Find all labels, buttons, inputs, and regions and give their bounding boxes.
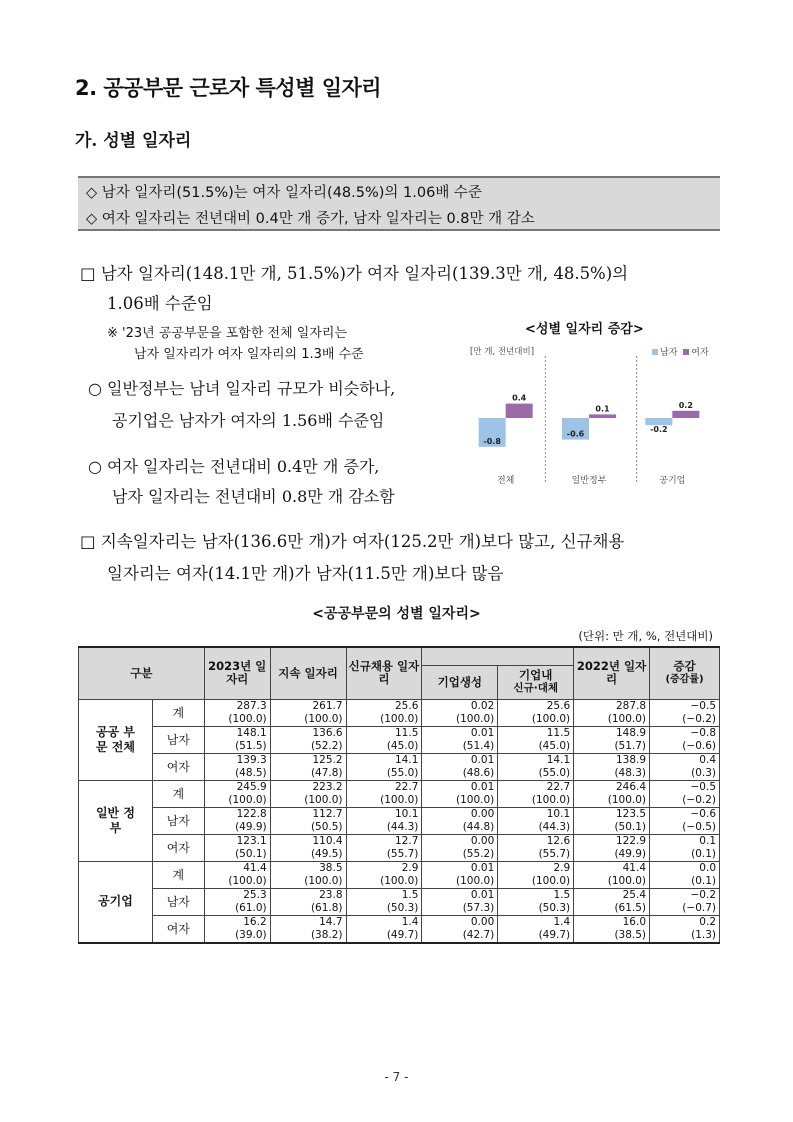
cell-value: 14.1	[498, 753, 574, 767]
header-2023: 2023년 일자리	[204, 647, 270, 699]
legend-label-male: 남자	[660, 348, 678, 358]
cell-share: (57.3)	[422, 902, 498, 916]
cell-share: (100.0)	[346, 875, 422, 889]
cell-share: (45.0)	[346, 740, 422, 754]
cell-share: (61.5)	[574, 902, 650, 916]
header-replacement-line-2: 신규·대체	[513, 682, 558, 694]
header-change-rate: (증감률)	[665, 674, 704, 686]
legend-label-female: 여자	[691, 348, 709, 358]
cell-share: (49.9)	[204, 821, 270, 835]
cell-share: (0.1)	[650, 848, 720, 862]
paragraph-2-line-2: 일자리는 여자(14.1만 개)가 남자(11.5만 개)보다 많음	[107, 564, 504, 583]
cell-share: (44.3)	[346, 821, 422, 835]
cell-share: (48.6)	[422, 767, 498, 781]
cell-share: (38.5)	[574, 929, 650, 943]
cell-share: (49.7)	[498, 929, 574, 943]
cell-value: 22.7	[346, 780, 422, 794]
cell-share: (0.3)	[650, 767, 720, 781]
chart-value-label: 0.4	[512, 393, 527, 403]
bullet-1-line-2: 공기업은 남자가 여자의 1.56배 수준임	[112, 411, 385, 430]
header-change-label: 증감	[673, 659, 696, 674]
row-label: 여자	[152, 834, 204, 861]
cell-share: (51.5)	[204, 740, 270, 754]
cell-value: 223.2	[270, 780, 346, 794]
row-label: 남자	[152, 888, 204, 915]
row-label: 계	[152, 780, 204, 807]
cell-value: 25.6	[498, 699, 574, 713]
summary-line-1: ◇ 남자 일자리(51.5%)는 여자 일자리(48.5%)의 1.06배 수준	[86, 185, 482, 201]
cell-value: 11.5	[346, 726, 422, 740]
legend-swatch-male	[652, 349, 658, 355]
cell-share: (100.0)	[422, 713, 498, 727]
cell-value: 10.1	[346, 807, 422, 821]
row-label: 여자	[152, 915, 204, 943]
cell-share: (50.5)	[270, 821, 346, 835]
chart-bar-female	[506, 404, 533, 418]
cell-value: −0.5	[650, 780, 720, 794]
chart-value-label: -0.6	[566, 429, 585, 439]
page-number: - 7 -	[384, 1070, 409, 1084]
cell-value: 41.4	[574, 861, 650, 875]
cell-share: (100.0)	[498, 713, 574, 727]
cell-share: (42.7)	[422, 929, 498, 943]
cell-share: (55.0)	[346, 767, 422, 781]
cell-share: (39.0)	[204, 929, 270, 943]
bullet-2-line-2: 남자 일자리는 전년대비 0.8만 개 감소함	[112, 487, 395, 506]
cell-value: 0.00	[422, 807, 498, 821]
cell-value: 148.1	[204, 726, 270, 740]
cell-value: 1.4	[346, 915, 422, 929]
cell-value: 0.2	[650, 915, 720, 929]
chart-title: <성별 일자리 증감>	[525, 322, 644, 337]
cell-share: (51.7)	[574, 740, 650, 754]
cell-share: (45.0)	[498, 740, 574, 754]
cell-share: (49.5)	[270, 848, 346, 862]
header-continuous: 지속 일자리	[270, 647, 346, 699]
cell-share: (100.0)	[270, 875, 346, 889]
cell-value: 123.1	[204, 834, 270, 848]
gender-jobs-table	[78, 646, 720, 944]
cell-share: (−0.2)	[650, 713, 720, 727]
cell-share: (49.7)	[346, 929, 422, 943]
cell-value: 10.1	[498, 807, 574, 821]
table-title: <공공부문의 성별 일자리>	[312, 606, 481, 622]
cell-share: (47.8)	[270, 767, 346, 781]
cell-value: 125.2	[270, 753, 346, 767]
cell-value: −0.6	[650, 807, 720, 821]
cell-share: (0.1)	[650, 875, 720, 889]
cell-share: (50.3)	[346, 902, 422, 916]
section-title: 2. 공공부문 근로자 특성별 일자리	[75, 76, 382, 100]
cell-share: (100.0)	[498, 875, 574, 889]
cell-share: (55.7)	[346, 848, 422, 862]
cell-value: 2.9	[346, 861, 422, 875]
cell-share: (100.0)	[204, 794, 270, 808]
row-label: 계	[152, 699, 204, 726]
cell-value: 0.0	[650, 861, 720, 875]
cell-value: 138.9	[574, 753, 650, 767]
cell-value: 287.3	[204, 699, 270, 713]
table-row	[79, 726, 720, 740]
row-label: 남자	[152, 807, 204, 834]
cell-share: (55.0)	[498, 767, 574, 781]
cell-share: (100.0)	[498, 794, 574, 808]
paragraph-1-line-2: 1.06배 수준임	[107, 294, 213, 313]
group-label: 일반 정부	[79, 780, 153, 861]
cell-share: (48.5)	[204, 767, 270, 781]
chart-value-label: 0.2	[678, 400, 693, 410]
paragraph-2-line-1: □ 지속일자리는 남자(136.6만 개)가 여자(125.2만 개)보다 많고, 신규채용	[80, 532, 625, 551]
note-line-2: 남자 일자리가 여자 일자리의 1.3배 수준	[134, 347, 364, 362]
cell-share: (55.2)	[422, 848, 498, 862]
cell-value: 0.01	[422, 780, 498, 794]
cell-value: 136.6	[270, 726, 346, 740]
chart-unit-label: [만 개, 전년대비]	[470, 347, 535, 357]
cell-share: (50.1)	[574, 821, 650, 835]
cell-share: (−0.6)	[650, 740, 720, 754]
cell-share: (44.8)	[422, 821, 498, 835]
cell-share: (100.0)	[270, 713, 346, 727]
table-row	[79, 807, 720, 821]
cell-share: (1.3)	[650, 929, 720, 943]
cell-value: 1.5	[346, 888, 422, 902]
table-row	[79, 861, 720, 875]
cell-share: (100.0)	[346, 713, 422, 727]
cell-value: 41.4	[204, 861, 270, 875]
cell-value: 261.7	[270, 699, 346, 713]
cell-value: 1.4	[498, 915, 574, 929]
cell-value: 16.0	[574, 915, 650, 929]
chart-bar-female	[589, 414, 616, 418]
cell-value: 0.01	[422, 888, 498, 902]
legend-swatch-female	[683, 349, 689, 355]
cell-value: 112.7	[270, 807, 346, 821]
header-replacement	[498, 665, 574, 699]
cell-share: (48.3)	[574, 767, 650, 781]
cell-share: (−0.5)	[650, 821, 720, 835]
table-row	[79, 915, 720, 929]
row-label: 남자	[152, 726, 204, 753]
cell-value: 0.00	[422, 915, 498, 929]
chart-category-label: 전체	[496, 476, 515, 486]
cell-share: (100.0)	[270, 794, 346, 808]
table-row	[79, 834, 720, 848]
cell-value: 23.8	[270, 888, 346, 902]
subsection-title: 가. 성별 일자리	[75, 131, 192, 151]
cell-value: 25.3	[204, 888, 270, 902]
row-label: 계	[152, 861, 204, 888]
cell-share: (61.8)	[270, 902, 346, 916]
cell-value: 0.4	[650, 753, 720, 767]
cell-share: (52.2)	[270, 740, 346, 754]
cell-share: (38.2)	[270, 929, 346, 943]
table-row	[79, 753, 720, 767]
cell-value: 22.7	[498, 780, 574, 794]
cell-value: 38.5	[270, 861, 346, 875]
chart-value-label: -0.8	[483, 436, 501, 446]
chart-category-label: 공기업	[659, 476, 686, 486]
bullet-2-line-1: ○ 여자 일자리는 전년대비 0.4만 개 증가,	[88, 457, 380, 476]
row-label: 여자	[152, 753, 204, 780]
cell-share: (100.0)	[422, 875, 498, 889]
cell-share: (44.3)	[498, 821, 574, 835]
chart-category-label: 일반정부	[571, 476, 607, 486]
header-2022: 2022년 일자리	[574, 647, 650, 699]
cell-value: 0.1	[650, 834, 720, 848]
cell-share: (100.0)	[204, 713, 270, 727]
paragraph-1-line-1: □ 남자 일자리(148.1만 개, 51.5%)가 여자 일자리(139.3만 개, 48.5%)의	[80, 264, 629, 283]
cell-value: −0.2	[650, 888, 720, 902]
cell-value: 1.5	[498, 888, 574, 902]
header-new-hire: 신규채용 일자리	[346, 647, 422, 699]
chart-value-label: 0.1	[595, 404, 610, 414]
table-row	[79, 888, 720, 902]
cell-share: (61.0)	[204, 902, 270, 916]
cell-value: 0.01	[422, 861, 498, 875]
cell-share: (100.0)	[204, 875, 270, 889]
summary-box	[78, 176, 720, 231]
cell-value: 11.5	[498, 726, 574, 740]
cell-value: 123.5	[574, 807, 650, 821]
cell-share: (−0.7)	[650, 902, 720, 916]
chart-value-label: -0.2	[650, 425, 668, 434]
header-creation: 기업생성	[422, 665, 498, 699]
cell-share: (51.4)	[422, 740, 498, 754]
cell-share: (49.9)	[574, 848, 650, 862]
table-row	[79, 699, 720, 713]
cell-value: 148.9	[574, 726, 650, 740]
cell-value: 14.7	[270, 915, 346, 929]
cell-share: (50.1)	[204, 848, 270, 862]
cell-value: 0.01	[422, 726, 498, 740]
table-unit: (단위: 만 개, %, 전년대비)	[578, 629, 713, 643]
summary-line-2: ◇ 여자 일자리는 전년대비 0.4만 개 증가, 남자 일자리는 0.8만 개 감소	[86, 211, 535, 227]
cell-value: −0.8	[650, 726, 720, 740]
cell-value: 0.00	[422, 834, 498, 848]
header-blank	[422, 647, 574, 665]
cell-share: (100.0)	[574, 875, 650, 889]
header-gubun: 구분	[79, 647, 205, 699]
cell-value: 14.1	[346, 753, 422, 767]
cell-value: 110.4	[270, 834, 346, 848]
cell-value: 25.6	[346, 699, 422, 713]
group-label: 공공 부문 전체	[79, 699, 153, 780]
cell-value: 12.6	[498, 834, 574, 848]
cell-value: 245.9	[204, 780, 270, 794]
cell-value: 16.2	[204, 915, 270, 929]
gender-change-chart	[470, 356, 720, 490]
cell-share: (100.0)	[574, 794, 650, 808]
group-label: 공기업	[79, 861, 153, 943]
cell-value: 0.01	[422, 753, 498, 767]
cell-value: −0.5	[650, 699, 720, 713]
table-row	[79, 780, 720, 794]
cell-value: 122.9	[574, 834, 650, 848]
cell-share: (100.0)	[422, 794, 498, 808]
table-body	[79, 699, 720, 943]
cell-share: (55.7)	[498, 848, 574, 862]
header-change	[650, 647, 720, 699]
cell-share: (100.0)	[574, 713, 650, 727]
cell-share: (100.0)	[346, 794, 422, 808]
cell-share: (−0.2)	[650, 794, 720, 808]
cell-value: 287.8	[574, 699, 650, 713]
cell-value: 0.02	[422, 699, 498, 713]
cell-value: 12.7	[346, 834, 422, 848]
cell-value: 246.4	[574, 780, 650, 794]
cell-value: 2.9	[498, 861, 574, 875]
chart-bar-female	[672, 411, 699, 418]
cell-value: 25.4	[574, 888, 650, 902]
note-line-1: ※ '23년 공공부문을 포함한 전체 일자리는	[107, 326, 348, 341]
bullet-1-line-1: ○ 일반정부는 남녀 일자리 규모가 비슷하나,	[88, 379, 396, 398]
header-replacement-line-1: 기업내	[519, 668, 553, 682]
cell-value: 139.3	[204, 753, 270, 767]
cell-value: 122.8	[204, 807, 270, 821]
cell-share: (50.3)	[498, 902, 574, 916]
